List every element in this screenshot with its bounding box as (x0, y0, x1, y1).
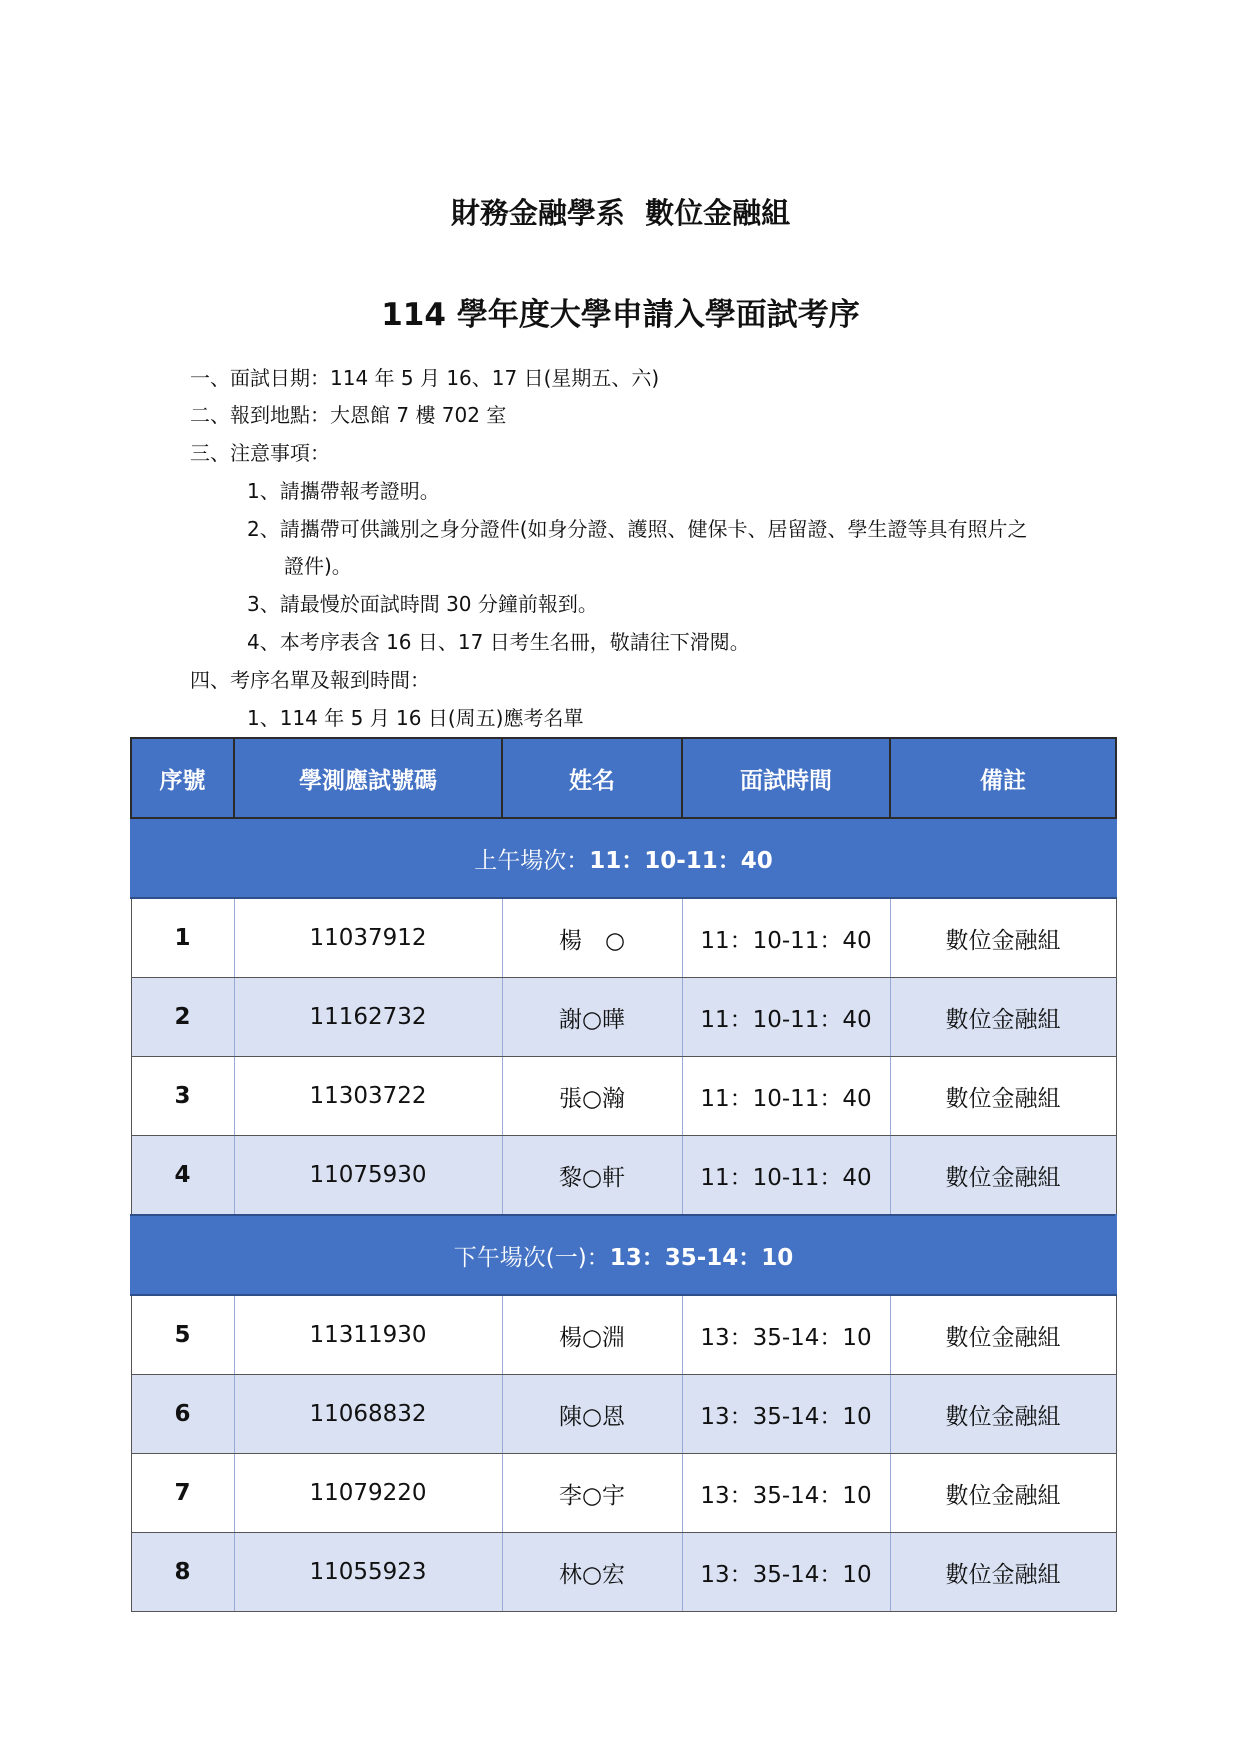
cell-exam-id: 11055923 (234, 1533, 502, 1612)
department-title: 財務金融學系 數位金融組 (450, 196, 791, 230)
cell-interview-time: 11：10-11：40 (682, 978, 890, 1057)
cell-exam-id: 11162732 (234, 978, 502, 1057)
cell-remarks: 數位金融組 (890, 898, 1116, 978)
session-row (131, 818, 1116, 898)
table-row (131, 1295, 1116, 1375)
cell-interview-time: 13：35-14：10 (682, 1454, 890, 1533)
cell-seq: 1 (131, 898, 234, 978)
cell-exam-id: 11075930 (234, 1136, 502, 1216)
column-header-exam-id: 學測應試號碼 (234, 738, 502, 818)
interview-roster-table (130, 737, 1117, 1612)
table-header (131, 738, 1116, 818)
attention-item-continued: 證件)。 (284, 554, 352, 578)
cell-exam-id: 11079220 (234, 1454, 502, 1533)
cell-name: 楊 ○ (502, 898, 682, 978)
table-row (131, 1057, 1116, 1136)
cell-interview-time: 13：35-14：10 (682, 1375, 890, 1454)
cell-remarks: 數位金融組 (890, 1454, 1116, 1533)
session-label: 下午場次(一)： (453, 1244, 610, 1271)
column-header-name: 姓名 (502, 738, 682, 818)
cell-seq: 4 (131, 1136, 234, 1216)
cell-remarks: 數位金融組 (890, 1136, 1116, 1216)
table-row (131, 1375, 1116, 1454)
cell-exam-id: 11068832 (234, 1375, 502, 1454)
attention-item: 4、本考序表含 16 日、17 日考生名冊，敬請往下滑閱。 (247, 630, 750, 654)
cell-interview-time: 11：10-11：40 (682, 1057, 890, 1136)
column-header-interview-time: 面試時間 (682, 738, 890, 818)
cell-remarks: 數位金融組 (890, 1057, 1116, 1136)
cell-seq: 8 (131, 1533, 234, 1612)
page-title: 114 學年度大學申請入學面試考序 (381, 297, 860, 333)
cell-exam-id: 11303722 (234, 1057, 502, 1136)
attention-item: 2、請攜帶可供識別之身分證件(如身分證、護照、健保卡、居留證、學生證等具有照片之 (247, 517, 1028, 541)
roster-subheading: 1、114 年 5 月 16 日(周五)應考名單 (247, 706, 584, 730)
cell-seq: 5 (131, 1295, 234, 1375)
cell-interview-time: 11：10-11：40 (682, 1136, 890, 1216)
column-header-remarks: 備註 (890, 738, 1116, 818)
check-in-location: 二、報到地點：大恩館 7 樓 702 室 (190, 403, 507, 427)
session-header (131, 1215, 1116, 1295)
cell-name: 陳○恩 (502, 1375, 682, 1454)
attention-item: 1、請攜帶報考證明。 (247, 479, 440, 503)
session-time: 13：35-14：10 (609, 1244, 794, 1271)
cell-exam-id: 11037912 (234, 898, 502, 978)
cell-interview-time: 13：35-14：10 (682, 1295, 890, 1375)
cell-exam-id: 11311930 (234, 1295, 502, 1375)
cell-name: 張○瀚 (502, 1057, 682, 1136)
cell-interview-time: 13：35-14：10 (682, 1533, 890, 1612)
column-header-seq: 序號 (131, 738, 234, 818)
cell-name: 林○宏 (502, 1533, 682, 1612)
session-time: 11：10-11：40 (589, 847, 773, 874)
session-row (131, 1215, 1116, 1295)
cell-remarks: 數位金融組 (890, 1533, 1116, 1612)
cell-seq: 2 (131, 978, 234, 1057)
interview-date: 一、面試日期：114 年 5 月 16、17 日(星期五、六) (190, 366, 660, 390)
cell-name: 黎○軒 (502, 1136, 682, 1216)
table-row (131, 978, 1116, 1057)
table-row (131, 898, 1116, 978)
session-header (131, 818, 1116, 898)
cell-name: 謝○曄 (502, 978, 682, 1057)
cell-name: 李○宇 (502, 1454, 682, 1533)
cell-seq: 7 (131, 1454, 234, 1533)
cell-interview-time: 11：10-11：40 (682, 898, 890, 978)
attention-heading: 三、注意事項： (190, 441, 330, 465)
session-label: 上午場次： (474, 847, 590, 874)
attention-item: 3、請最慢於面試時間 30 分鐘前報到。 (247, 592, 598, 616)
cell-remarks: 數位金融組 (890, 1375, 1116, 1454)
table-body (131, 818, 1116, 1612)
table-row (131, 1454, 1116, 1533)
roster-heading: 四、考序名單及報到時間： (190, 668, 430, 692)
cell-remarks: 數位金融組 (890, 1295, 1116, 1375)
cell-seq: 6 (131, 1375, 234, 1454)
cell-remarks: 數位金融組 (890, 978, 1116, 1057)
table-row (131, 1136, 1116, 1216)
table-row (131, 1533, 1116, 1612)
cell-seq: 3 (131, 1057, 234, 1136)
cell-name: 楊○淵 (502, 1295, 682, 1375)
